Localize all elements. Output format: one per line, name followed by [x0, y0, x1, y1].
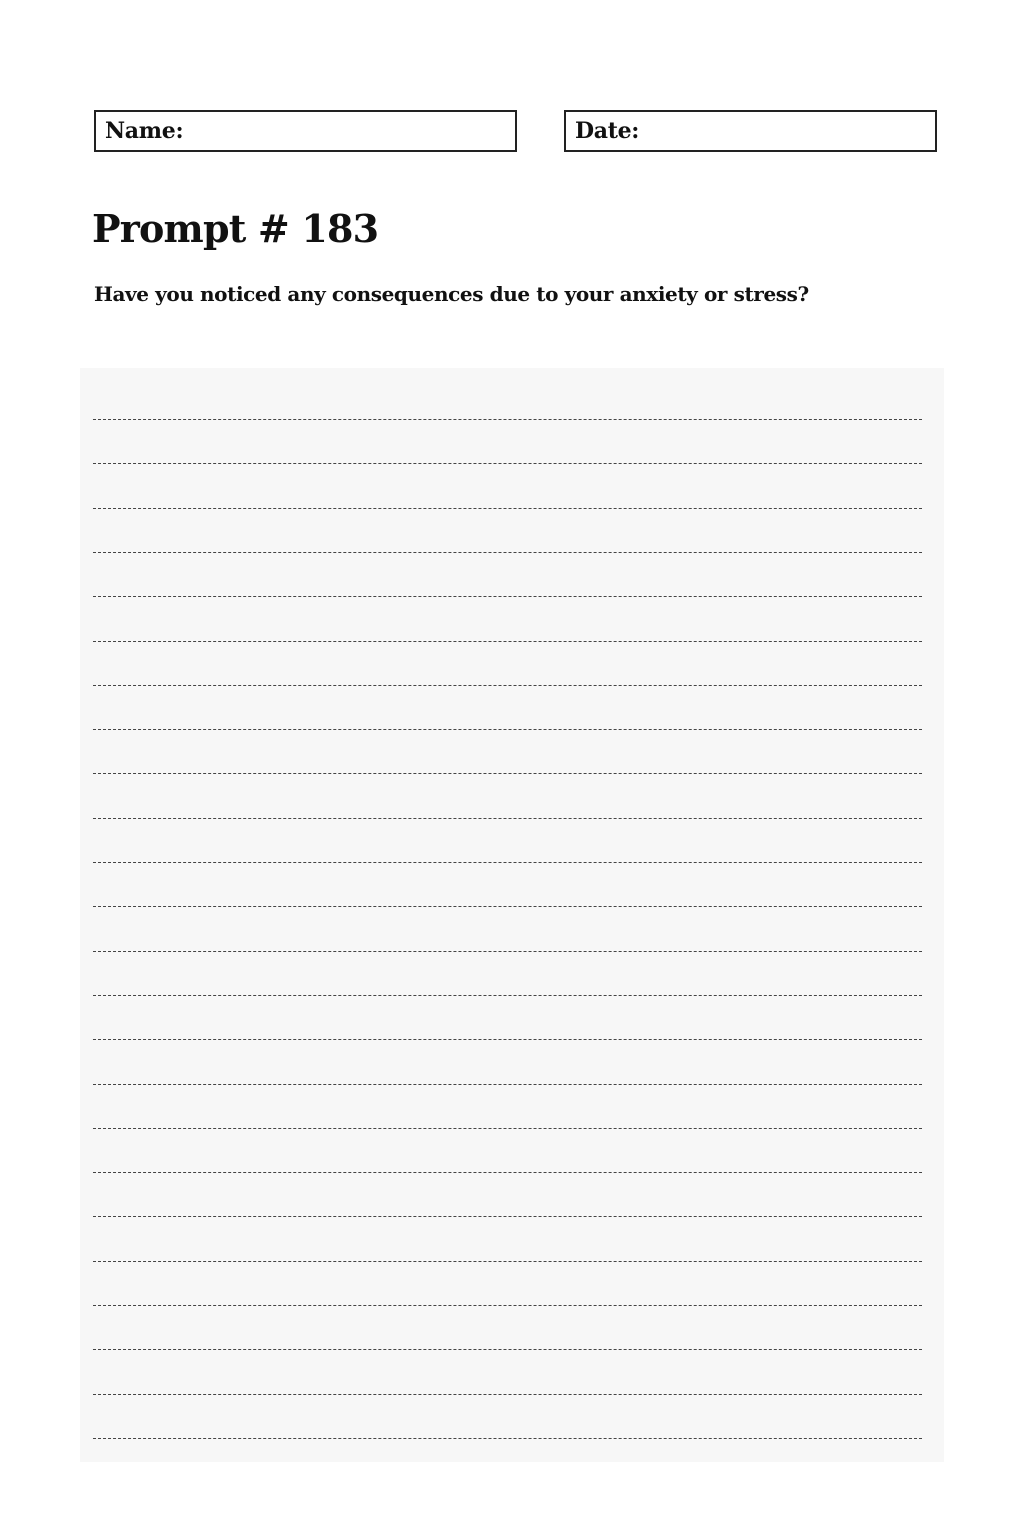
writing-line: [93, 818, 922, 819]
writing-line: [93, 1084, 922, 1085]
name-field[interactable]: [94, 110, 517, 152]
writing-line: [93, 862, 922, 863]
writing-line: [93, 552, 922, 553]
writing-line: [93, 729, 922, 730]
writing-line: [93, 1216, 922, 1217]
writing-line: [93, 1394, 922, 1395]
writing-line: [93, 1128, 922, 1129]
date-label: Date:: [575, 118, 640, 144]
writing-line: [93, 995, 922, 996]
name-label: Name:: [105, 118, 184, 144]
writing-line: [93, 419, 922, 420]
date-field[interactable]: [564, 110, 937, 152]
writing-line: [93, 906, 922, 907]
writing-line: [93, 1305, 922, 1306]
writing-line: [93, 596, 922, 597]
writing-line: [93, 508, 922, 509]
writing-line: [93, 1349, 922, 1350]
writing-line: [93, 1438, 922, 1439]
writing-line: [93, 1261, 922, 1262]
writing-area[interactable]: [80, 368, 944, 1462]
prompt-title: Prompt # 183: [92, 206, 379, 251]
writing-line: [93, 951, 922, 952]
writing-line: [93, 641, 922, 642]
writing-line: [93, 1039, 922, 1040]
prompt-question: Have you noticed any consequences due to your anxiety or stress?: [94, 282, 809, 306]
writing-line: [93, 1172, 922, 1173]
writing-line: [93, 463, 922, 464]
writing-line: [93, 685, 922, 686]
writing-line: [93, 773, 922, 774]
